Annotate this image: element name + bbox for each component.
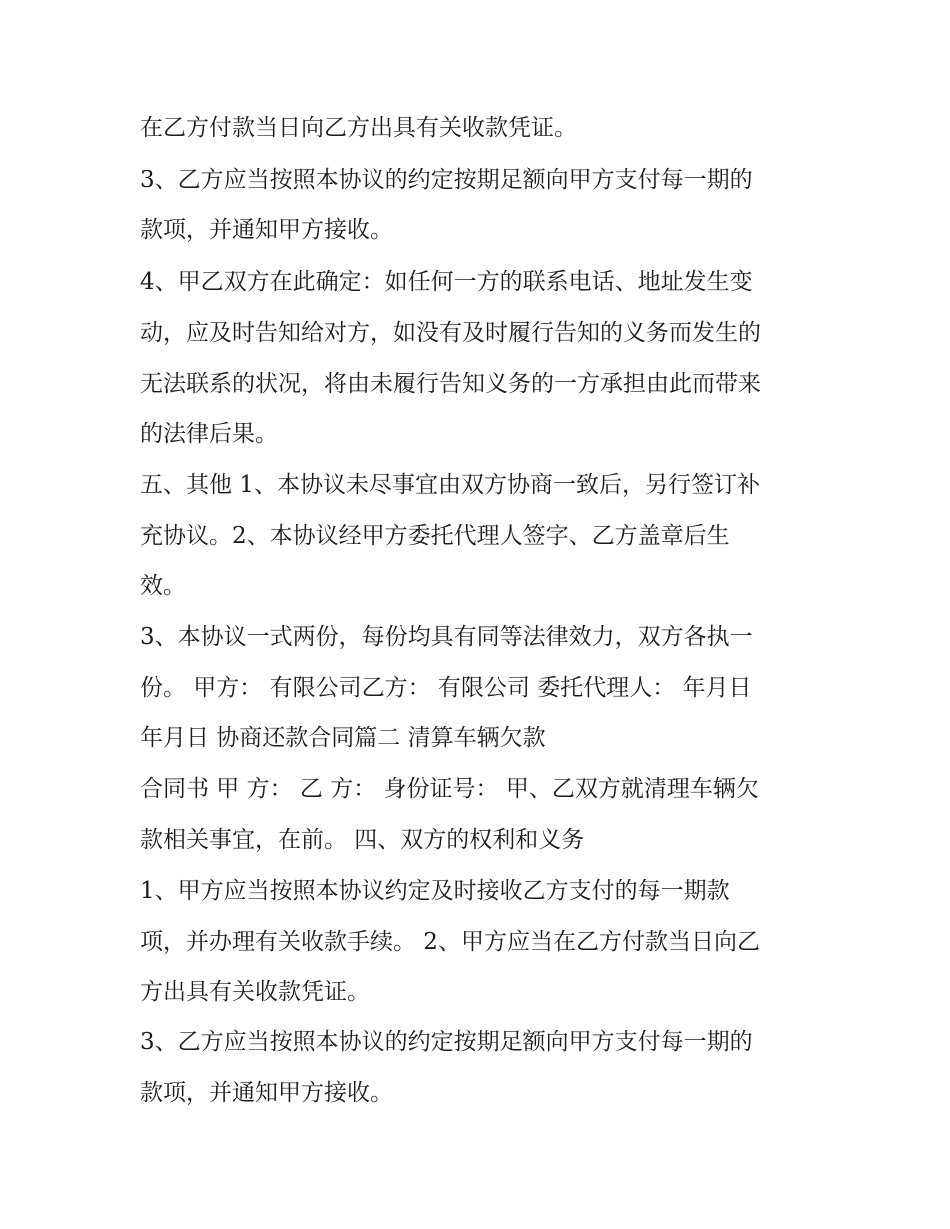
text-line: 项，并办理有关收款手续。 2、甲方应当在乙方付款当日向乙	[140, 929, 760, 955]
text-line: 在乙方付款当日向乙方出具有关收款凭证。	[140, 115, 577, 141]
text-line: 五、其他 1、本协议未尽事宜由双方协商一致后，另行签订补	[140, 472, 760, 498]
text-line: 的法律后果。	[140, 421, 278, 447]
text-line: 3、乙方应当按照本协议的约定按期足额向甲方支付每一期的	[140, 167, 753, 193]
text-line: 3、乙方应当按照本协议的约定按期足额向甲方支付每一期的	[140, 1029, 753, 1055]
text-line: 款相关事宜，在前。 四、双方的权利和义务	[140, 827, 585, 853]
text-line: 动，应及时告知给对方，如没有及时履行告知的义务而发生的	[140, 320, 761, 346]
text-line: 款项，并通知甲方接收。	[140, 1080, 393, 1106]
text-line: 年月日 协商还款合同篇二 清算车辆欠款	[140, 725, 546, 751]
text-line: 效。	[140, 573, 186, 599]
text-line: 合同书 甲 方： 乙 方： 身份证号： 甲、乙双方就清理车辆欠	[140, 776, 759, 802]
text-line: 1、甲方应当按照本协议约定及时接收乙方支付的每一期款	[140, 878, 730, 904]
text-line: 款项，并通知甲方接收。	[140, 217, 393, 243]
text-line: 无法联系的状况，将由未履行告知义务的一方承担由此而带来	[140, 371, 761, 397]
text-line: 4、甲乙双方在此确定：如任何一方的联系电话、地址发生变	[140, 269, 753, 295]
text-line: 3、本协议一式两份，每份均具有同等法律效力，双方各执一	[140, 624, 753, 650]
text-line: 充协议。2、本协议经甲方委托代理人签字、乙方盖章后生	[140, 523, 730, 549]
text-line: 份。 甲方： 有限公司乙方： 有限公司 委托代理人： 年月日	[140, 675, 752, 701]
text-line: 方出具有关收款凭证。	[140, 979, 370, 1005]
